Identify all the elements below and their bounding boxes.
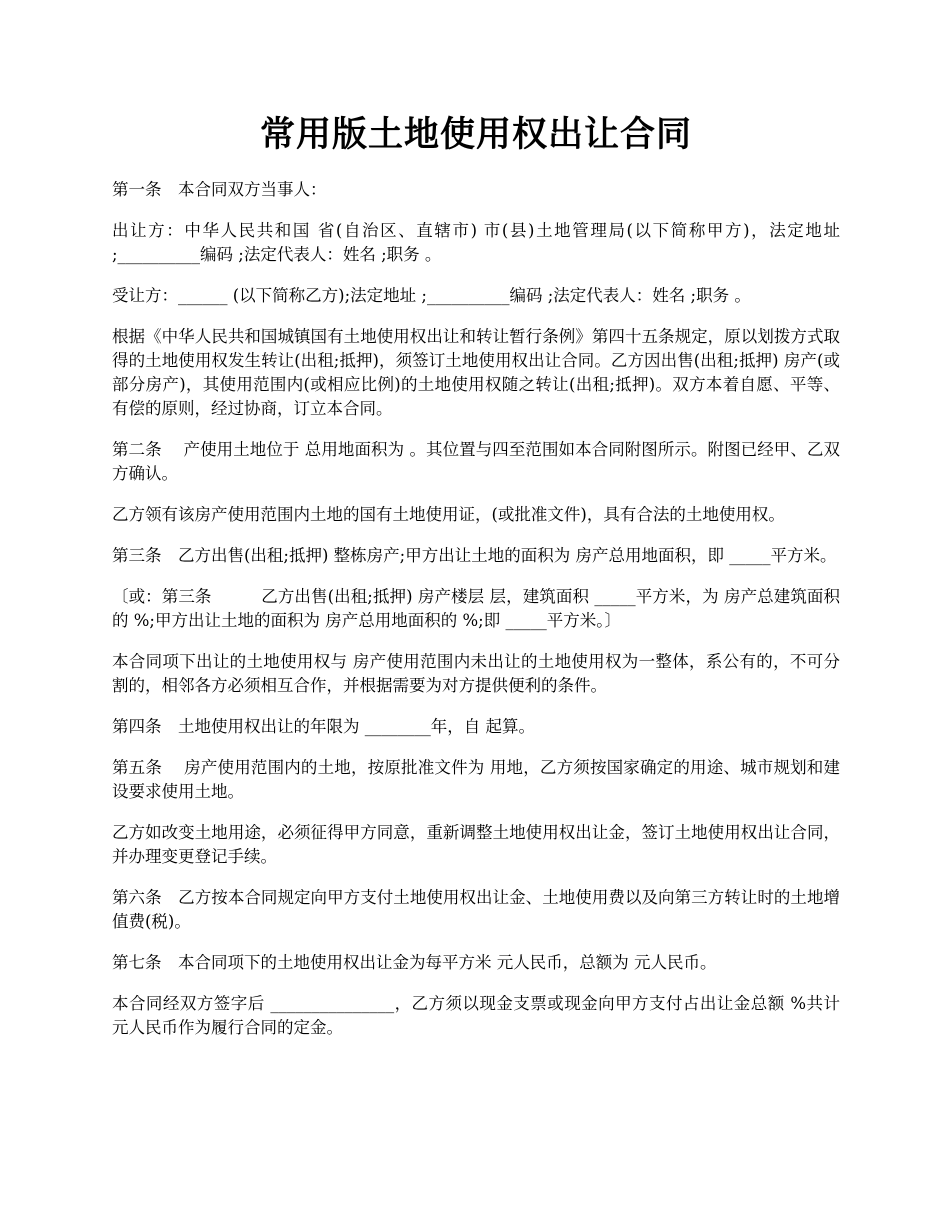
- clause-3: 第三条 乙方出售(出租;抵押) 整栋房产;甲方出让土地的面积为 房产总用地面积，即 _____平方米。: [112, 546, 837, 565]
- transferor-info: 出让方：中华人民共和国 省(自治区、直辖市) 市(县)土地管理局(以下简称甲方)，法定地址 ;__________编码 ;法定代表人：姓名 ;职务 。: [112, 221, 840, 264]
- clause-5: 第五条 房产使用范围内的土地，按原批准文件为 用地，乙方须按国家确定的用途、城市规划和建设要求使用土地。: [112, 758, 840, 801]
- clause-7-deposit: 本合同经双方签字后 _______________，乙方须以现金支票或现金向甲方支付占出让金总额 %共计 元人民币作为履行合同的定金。: [112, 994, 840, 1037]
- clause-2-certificate: 乙方领有该房产使用范围内土地的国有土地使用证，(或批准文件)，具有合法的土地使用权。: [112, 505, 785, 524]
- document-page: [112, 110, 840, 1057]
- clause-6: 第六条 乙方按本合同规定向甲方支付土地使用权出让金、土地使用费以及向第三方转让时的土地增值费(税)。: [112, 888, 840, 931]
- clause-7: 第七条 本合同项下的土地使用权出让金为每平方米 元人民币，总额为 元人民币。: [112, 953, 717, 972]
- document-title: 常用版土地使用权出让合同: [259, 114, 692, 155]
- clause-4: 第四条 土地使用权出让的年限为 ________年，自 起算。: [112, 717, 535, 736]
- clause-2: 第二条 产使用土地位于 总用地面积为 。其位置与四至范围如本合同附图所示。附图已经甲、乙双方确认。: [112, 440, 840, 483]
- clause-3-shared-use: 本合同项下出让的土地使用权与 房产使用范围内未出让的土地使用权为一整体，系公有的，不可分割的，相邻各方必须相互合作，并根据需要为对方提供便利的条件。: [112, 652, 840, 695]
- clause-5-change-use: 乙方如改变土地用途，必须征得甲方同意，重新调整土地使用权出让金，签订土地使用权出让合同，并办理变更登记手续。: [112, 823, 840, 866]
- clause-1-heading: 第一条 本合同双方当事人：: [112, 180, 327, 199]
- legal-basis-paragraph: 根据《中华人民共和国城镇国有土地使用权出让和转让暂行条例》第四十五条规定，原以划拨方式取得的土地使用权发生转让(出租;抵押)，须签订土地使用权出让合同。乙方因出售(出租;抵押) 房产(或 部分房产)，其使用范围内(或相应比例)的土地使用权随之转让(出租;抵押)。双方本着自愿、平等、有偿的原则，经过协商，订立本合同。: [112, 327, 840, 418]
- clause-3-alternative: 〔或：第三条 乙方出售(出租;抵押) 房产楼层 层，建筑面积 _____平方米，为 房产总建筑面积的 %;甲方出让土地的面积为 房产总用地面积的 %;即 _____平方米。〕: [112, 587, 840, 630]
- transferee-info: 受让方：______ (以下简称乙方);法定地址 ;__________编码 ;法定代表人：姓名 ;职务 。: [112, 286, 751, 305]
